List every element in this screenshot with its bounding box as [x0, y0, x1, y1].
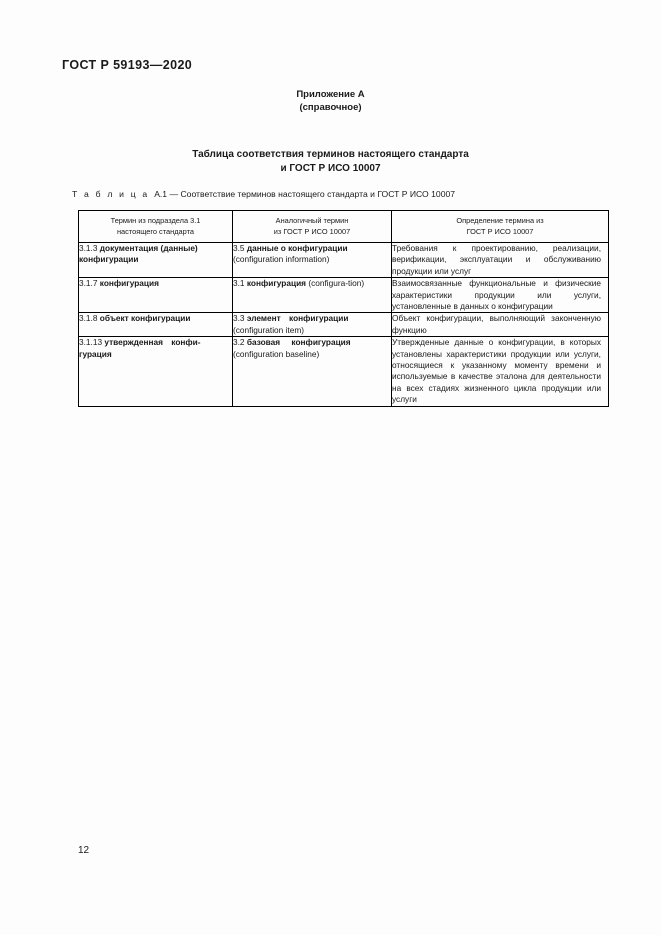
cell-definition: Утвержденные данные о конфигурации, в которых установлены характеристики продукции или услуги, относящиеся к указанному моменту времени и используемые в качестве эталона для деятельности на всех стадиях жизненного цикла продукции или услуги: [392, 337, 609, 406]
own-term-number: 3.1.8: [79, 313, 98, 324]
table-row: [79, 243, 609, 278]
column-header-definition: [392, 211, 609, 243]
cell-iso-term: [233, 278, 392, 313]
own-term-number: 3.1.7: [79, 278, 98, 289]
column-header-definition-line-1: Определение термина из: [456, 216, 544, 225]
annex-label: Приложение А: [296, 89, 365, 100]
iso-term-text: элемент конфигурации: [246, 313, 349, 324]
column-header-own-term: [79, 211, 233, 243]
own-term-number: 3.1.3: [79, 243, 98, 253]
cell-iso-term: [233, 243, 392, 278]
iso-term-text: конфигурация: [246, 278, 307, 289]
cell-own-term: [79, 313, 233, 337]
page-title-line-2: и ГОСТ Р ИСО 10007: [280, 163, 381, 174]
iso-term-text: данные о конфигурации: [246, 243, 348, 253]
running-header: ГОСТ Р 59193—2020: [62, 58, 193, 72]
annex-status: (справочное): [299, 102, 362, 113]
table-caption-text: Соответствие терминов настоящего стандарта и ГОСТ Р ИСО 10007: [180, 189, 456, 199]
table-caption: [72, 189, 455, 200]
own-term-text: документация (данные) конфигурации: [79, 243, 198, 265]
page-title-line-1: Таблица соответствия терминов настоящего стандарта: [192, 149, 469, 160]
cell-definition: Взаимосвязанные функциональные и физические характеристики продукции или услуги, установленные в данных о конфигурации: [392, 278, 609, 313]
iso-term-number: 3.3: [233, 313, 245, 324]
cell-definition: Требования к проектированию, реализации, верификации, эксплуатации и обслуживанию продукции или услуг: [392, 243, 609, 278]
iso-term-latin: (configuration baseline): [233, 348, 320, 359]
own-term-number: 3.1.13: [79, 337, 103, 348]
iso-term-number: 3.1: [233, 278, 245, 289]
table-row: [79, 337, 609, 406]
column-header-own-term-line-2: настоящего стандарта: [116, 226, 195, 236]
annex-heading: [0, 88, 661, 114]
iso-term-number: 3.2: [233, 337, 245, 348]
iso-term-text: базовая конфигурация: [246, 337, 351, 348]
iso-term-latin: (configura-tion): [308, 278, 365, 289]
page-title: [0, 148, 661, 176]
own-term-text: объект конфигурации: [99, 313, 191, 324]
column-header-iso-term: [233, 211, 392, 243]
own-term-text: конфигурация: [99, 278, 159, 289]
cell-own-term: [79, 243, 233, 278]
cell-iso-term: [233, 337, 392, 406]
column-header-iso-term-line-2: из ГОСТ Р ИСО 10007: [273, 226, 351, 236]
iso-term-latin: (configuration information): [233, 254, 330, 265]
column-header-iso-term-line-1: Аналогичный термин: [275, 216, 349, 225]
table-row: [79, 278, 609, 313]
cell-own-term: [79, 337, 233, 406]
cell-definition: Объект конфигурации, выполняющий законченную функцию: [392, 313, 609, 337]
table-caption-number: А.1: [154, 189, 168, 199]
iso-term-number: 3.5: [233, 243, 245, 253]
table-row: [79, 313, 609, 337]
terms-correspondence-table: [78, 210, 609, 407]
cell-own-term: [79, 278, 233, 313]
table-header-row: [79, 211, 609, 243]
table-caption-dash: —: [169, 189, 179, 199]
page-number: 12: [78, 845, 90, 856]
column-header-own-term-line-1: Термин из подраздела 3.1: [110, 216, 201, 225]
column-header-definition-line-2: ГОСТ Р ИСО 10007: [466, 226, 534, 236]
iso-term-latin: (configuration item): [233, 324, 305, 335]
cell-iso-term: [233, 313, 392, 337]
table-caption-label: Т а б л и ц а: [72, 189, 150, 199]
own-term-text: утвержденная конфи-гурация: [79, 337, 201, 359]
